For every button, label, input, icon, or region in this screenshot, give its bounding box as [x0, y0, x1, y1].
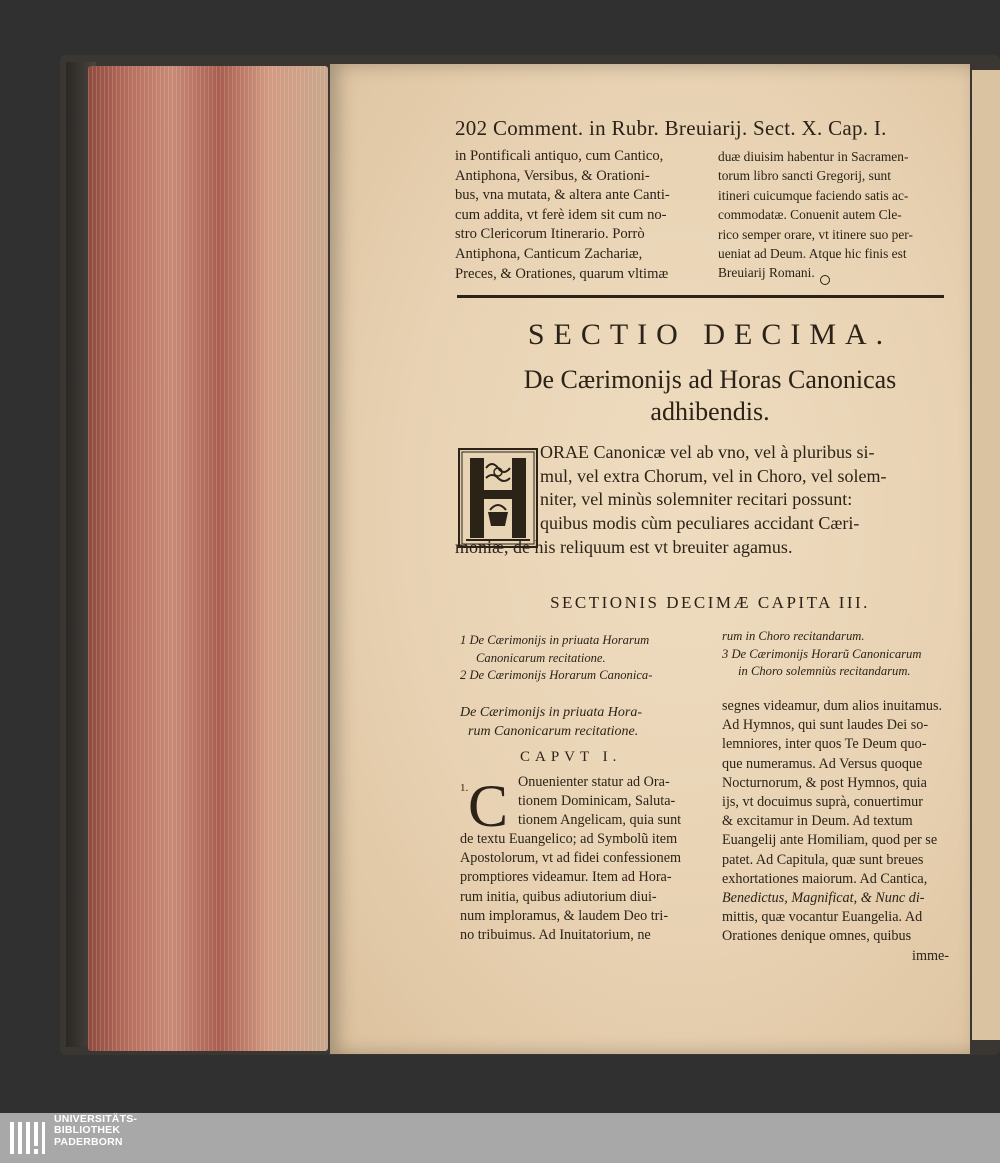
section-subtitle [455, 364, 965, 428]
text-line: Orationes denique omnes, quibus [722, 928, 912, 945]
text-line: cum addita, vt ferè idem sit cum no- [455, 206, 667, 223]
library-footer [0, 1113, 1000, 1163]
text-line: lemniores, inter quos Te Deum quo- [722, 736, 927, 753]
text-line: Breuiarij Romani. [718, 265, 815, 281]
text-line: Antiphona, Versibus, & Orationi- [455, 167, 650, 184]
text-line: num imploramus, & laudem Deo tri- [460, 907, 669, 924]
column-right [718, 147, 963, 283]
text-line: imme- [912, 947, 950, 964]
text-line: quibus modis cùm peculiares accidant Cæri- [540, 512, 860, 533]
text-line: ueniat ad Deum. Atque hic finis est [718, 246, 907, 262]
text-line: in Pontificali antiquo, cum Cantico, [455, 148, 664, 164]
chapter-text-indented [518, 773, 681, 831]
text-line: bus, vna mutata, & altera ante Canti- [455, 187, 670, 204]
title-line: De Cærimonijs in priuata Hora- [460, 705, 643, 720]
toc-line: Canonicarum recitatione. [476, 650, 606, 665]
column-left [455, 147, 710, 284]
text-line: ijs, vt docuimus suprà, conuertimur [722, 794, 923, 811]
text-line: Ad Hymnos, qui sunt laudes Dei so- [722, 717, 929, 734]
toc-line: in Choro solemniùs recitandarum. [738, 664, 911, 678]
capita-heading: SECTIONIS DECIMÆ CAPITA III. [550, 593, 870, 612]
library-name-line: PADERBORN [54, 1135, 123, 1148]
text-line: exhortationes maiorum. Ad Cantica, [722, 870, 928, 887]
body-paragraph-end [455, 536, 792, 560]
title-line: rum Canonicarum recitatione. [468, 724, 639, 739]
paragraph-number: 1. [460, 782, 469, 794]
text-line: Euangelij ante Homiliam, quod per se [722, 832, 938, 849]
text-line: Nocturnorum, & post Hymnos, quia [722, 774, 927, 791]
text-line: Preces, & Orationes, quarum vltimæ [455, 265, 669, 282]
chapter-list-left [460, 632, 652, 685]
text-line: moniæ, de his reliquum est vt breuiter agamus. [455, 537, 793, 557]
toc-line: 2 De Cærimonijs Horarum Canonica- [460, 668, 653, 682]
toc-line: 1 De Cærimonijs in priuata Horarum [460, 633, 650, 647]
text-line: stro Clericorum Itinerario. Porrò [455, 226, 645, 243]
library-name-line: UNIVERSITÄTS- [54, 1113, 138, 1125]
text-line: Benedictus, Magnificat, & Nunc di- [722, 890, 925, 907]
initial-h-illustration [460, 450, 536, 546]
toc-line: 3 De Cærimonijs Horarũ Canonicarum [722, 646, 922, 661]
text-line: niter, vel minùs solemniter recitari possunt: [540, 489, 853, 510]
text-line: commodatæ. Conuenit autem Cle- [718, 207, 902, 223]
section-title: SECTIO DECIMA. [527, 318, 893, 351]
subtitle-line: De Cærimonijs ad Horas Canonicas [523, 365, 897, 394]
text-line: tionem Dominicam, Saluta- [518, 793, 676, 810]
page-block-edge [88, 66, 328, 1051]
subtitle-line: adhibendis. [650, 397, 770, 426]
ornament-dot [820, 275, 830, 285]
text-line: Onuenienter statur ad Ora- [518, 774, 670, 790]
library-name [54, 1114, 137, 1148]
text-line: segnes videamur, dum alios inuitamus. [722, 698, 943, 714]
text-line: patet. Ad Capitula, quæ sunt breues [722, 851, 924, 868]
chapter-title [460, 703, 642, 741]
decorated-initial-h [458, 448, 538, 548]
text-line: Antiphona, Canticum Zachariæ, [455, 245, 643, 262]
text-line: ORAE Canonicæ vel ab vno, vel à pluribus si- [540, 442, 875, 462]
section-rule [457, 295, 944, 298]
text-line: duæ diuisim habentur in Sacramen- [718, 149, 909, 164]
library-name-line: BIBLIOTHEK [54, 1124, 121, 1137]
text-line: & excitamur in Deum. Ad textum [722, 813, 913, 830]
body-paragraph-indented [540, 441, 886, 535]
text-line: torum libro sancti Gregorij, sunt [718, 168, 891, 184]
initial-letter-c: C [468, 773, 509, 839]
library-logo-icon [8, 1118, 52, 1158]
text-line: mul, vel extra Chorum, vel in Choro, vel solem- [540, 465, 887, 486]
text-line: tionem Angelicam, quia sunt [518, 812, 682, 829]
text-line: mittis, quæ vocantur Euangelia. Ad [722, 909, 923, 926]
caput-label: CAPVT I. [520, 749, 622, 765]
text-line: no tribuimus. Ad Inuitatorium, ne [460, 927, 651, 944]
text-line: rum initia, quibus adiutorium diui- [460, 888, 657, 905]
text-line: itineri cuicumque faciendo satis ac- [718, 187, 909, 203]
chapter-list-right [722, 628, 921, 681]
toc-line: rum in Choro recitandarum. [722, 629, 865, 643]
text-line: promptiores videamur. Item ad Hora- [460, 869, 672, 886]
chapter-text-right [722, 697, 949, 966]
text-line: de textu Euangelico; ad Symbolũ item [460, 831, 678, 847]
chapter-text-left [460, 830, 681, 945]
next-page-edge [972, 70, 1000, 1040]
text-line: rico semper orare, vt itinere suo per- [718, 226, 913, 242]
text-line: que numeramus. Ad Versus quoque [722, 755, 923, 772]
running-header: 202 Comment. in Rubr. Breuiarij. Sect. X. Cap. I. [455, 116, 887, 140]
text-line: Apostolorum, vt ad fidei confessionem [460, 850, 682, 867]
